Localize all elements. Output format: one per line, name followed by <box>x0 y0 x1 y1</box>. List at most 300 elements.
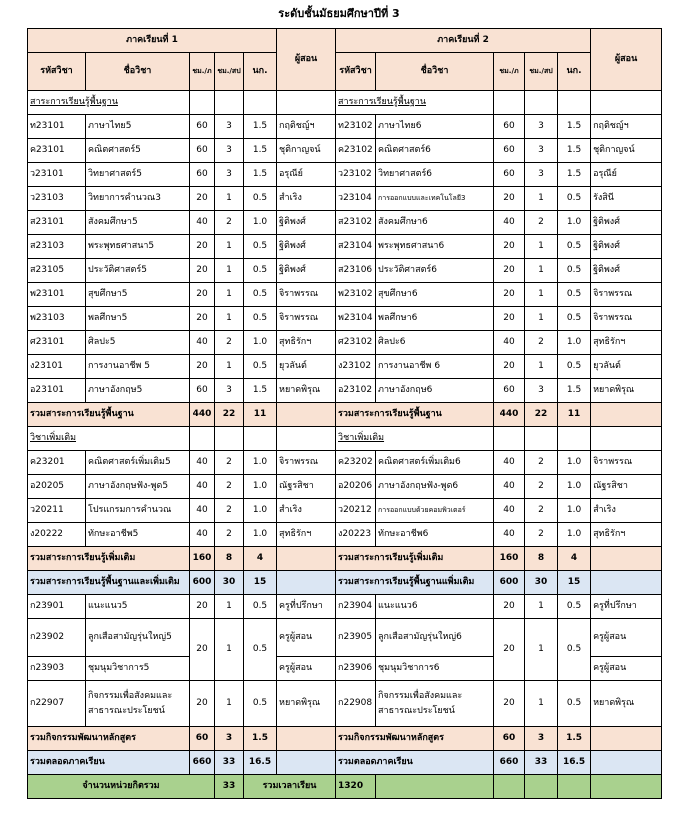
hours-sem: 20 <box>190 355 215 379</box>
hours-sem: 20 <box>494 681 525 727</box>
subject-code: ว20212 <box>336 499 376 523</box>
name-header: ชื่อวิชา <box>86 53 190 91</box>
table-row <box>28 499 662 523</box>
hours-sem: 20 <box>190 595 215 619</box>
subject-name: ภาษาอังกฤษฟัง-พูด5 <box>86 475 190 499</box>
teacher: ชุติกาญจน์ <box>277 139 336 163</box>
subject-name: ศิลปะ6 <box>376 331 494 355</box>
hours-week: 1 <box>525 619 558 681</box>
hours-week: 1 <box>525 187 558 211</box>
teacher: ชุติกาญจน์ <box>591 139 662 163</box>
total-hours-week: 3 <box>215 727 244 751</box>
credit: 1.0 <box>558 451 591 475</box>
teacher-header: ผู้สอน <box>277 29 336 91</box>
hours-week: 1 <box>525 595 558 619</box>
total-hours-week: 8 <box>215 547 244 571</box>
hours-week: 2 <box>215 499 244 523</box>
hours-week: 3 <box>525 379 558 403</box>
basic-total-row <box>28 403 662 427</box>
subject-name: ทักษะอาชีพ6 <box>376 523 494 547</box>
subject-name: คณิตศาสตร์5 <box>86 139 190 163</box>
hours-value: 1320 <box>336 775 376 799</box>
total-credit: 15 <box>558 571 591 595</box>
total-credit: 1.5 <box>558 727 591 751</box>
summary-row <box>28 775 662 799</box>
total-credit: 11 <box>558 403 591 427</box>
grand-total-row <box>28 751 662 775</box>
subject-name: ภาษาอังกฤษ6 <box>376 379 494 403</box>
total-hours: 60 <box>190 727 215 751</box>
total-hours: 160 <box>190 547 215 571</box>
code-header: รหัสวิชา <box>28 53 86 91</box>
teacher: ณัฐรสิชา <box>591 475 662 499</box>
hours-sem: 60 <box>190 379 215 403</box>
hours-sem: 20 <box>494 355 525 379</box>
teacher: ฐิติพงศ์ <box>591 235 662 259</box>
hours-sem: 40 <box>494 523 525 547</box>
teacher: ฐิติพงศ์ <box>591 211 662 235</box>
credit-header: นก. <box>244 53 277 91</box>
total-hours-week: 33 <box>525 751 558 775</box>
hours-sem: 20 <box>190 187 215 211</box>
hours-sem: 40 <box>190 451 215 475</box>
subject-code: ท23101 <box>28 115 86 139</box>
subject-code: พ23102 <box>336 283 376 307</box>
credits-label: จำนวนหน่วยกิตรวม <box>28 775 215 799</box>
credit: 0.5 <box>558 595 591 619</box>
credit: 0.5 <box>558 187 591 211</box>
subject-name-line: กิจกรรมเพื่อสังคมและ <box>88 690 173 701</box>
total-hours-week: 30 <box>525 571 558 595</box>
subject-code: ง23101 <box>28 355 86 379</box>
hours-sem: 20 <box>190 259 215 283</box>
total-credit: 1.5 <box>244 727 277 751</box>
subject-code: ศ23101 <box>28 331 86 355</box>
hours-sem: 60 <box>190 115 215 139</box>
credit: 0.5 <box>244 187 277 211</box>
empty-cell <box>277 403 336 427</box>
hours-week: 2 <box>215 475 244 499</box>
credit: 0.5 <box>558 681 591 727</box>
page-title: ระดับชั้นมัธยมศึกษาปีที่ 3 <box>278 7 400 20</box>
hours-week: 1 <box>525 235 558 259</box>
hours-sem: 20 <box>190 681 215 727</box>
hours-week: 1 <box>215 187 244 211</box>
table-row <box>28 115 662 139</box>
subject-name: พระพุทธศาสนา5 <box>86 235 190 259</box>
empty-cell <box>244 427 277 451</box>
subject-name: การงานอาชีพ 6 <box>376 355 494 379</box>
hours-week: 3 <box>525 163 558 187</box>
subject-code: ก22907 <box>28 681 86 727</box>
subject-name: คณิตศาสตร์เพิ่มเติม5 <box>86 451 190 475</box>
teacher: ครูผู้สอน <box>277 619 336 657</box>
empty-cell <box>277 751 336 775</box>
hours-week: 3 <box>215 163 244 187</box>
hours-sem: 40 <box>494 475 525 499</box>
subject-code: ง23102 <box>336 355 376 379</box>
subject-code: ค23202 <box>336 451 376 475</box>
hours-week: 1 <box>525 259 558 283</box>
empty-cell <box>591 775 662 799</box>
hours-sem: 20 <box>494 235 525 259</box>
teacher: ฐิติพงศ์ <box>277 235 336 259</box>
credit: 1.5 <box>244 379 277 403</box>
hours-week: 2 <box>215 331 244 355</box>
subject-name <box>376 681 494 727</box>
hours-week: 1 <box>215 355 244 379</box>
hours-sem: 20 <box>190 619 215 681</box>
total-hours-week: 22 <box>525 403 558 427</box>
credit: 0.5 <box>244 235 277 259</box>
total-label: รวมกิจกรรมพัฒนาหลักสูตร <box>28 727 190 751</box>
credit-header: นก. <box>558 53 591 91</box>
subject-name-line: สาธารณะประโยชน์ <box>378 705 455 716</box>
teacher: หยาดพิรุณ <box>277 379 336 403</box>
table-row <box>28 331 662 355</box>
subject-name: ทักษะอาชีพ5 <box>86 523 190 547</box>
total-credit: 11 <box>244 403 277 427</box>
subject-name: ประวัติศาสตร์6 <box>376 259 494 283</box>
hours-sem: 60 <box>494 163 525 187</box>
credit: 0.5 <box>244 259 277 283</box>
hours-week: 3 <box>215 115 244 139</box>
subject-name: สังคมศึกษา5 <box>86 211 190 235</box>
total-hours-week: 33 <box>215 751 244 775</box>
credit: 1.0 <box>244 523 277 547</box>
credit: 1.5 <box>244 115 277 139</box>
credit: 1.5 <box>558 379 591 403</box>
subject-name-line: สาธารณะประโยชน์ <box>88 705 165 716</box>
subject-code: ค23101 <box>28 139 86 163</box>
subject-name: พลศึกษา6 <box>376 307 494 331</box>
credit: 1.0 <box>558 475 591 499</box>
teacher: สำเริง <box>277 499 336 523</box>
teacher: สำเริง <box>277 187 336 211</box>
table-row <box>28 235 662 259</box>
subject-name: ลูกเสือสามัญรุ่นใหญ่5 <box>86 619 190 657</box>
table-row <box>28 283 662 307</box>
total-hours: 160 <box>494 547 525 571</box>
table-row <box>28 139 662 163</box>
subject-code: ส23103 <box>28 235 86 259</box>
subject-name: แนะแนว5 <box>86 595 190 619</box>
hours-sem: 20 <box>494 259 525 283</box>
teacher: สุทธิรักฯ <box>591 523 662 547</box>
teacher-header: ผู้สอน <box>591 29 662 91</box>
name-header: ชื่อวิชา <box>376 53 494 91</box>
total-label: รวมสาระการเรียนรู้พื้นฐาน <box>28 403 190 427</box>
teacher: สุทธิรักฯ <box>277 523 336 547</box>
total-label: รวมตลอดภาคเรียน <box>336 751 494 775</box>
activity-total-row <box>28 727 662 751</box>
credit: 1.5 <box>558 139 591 163</box>
teacher: อรุณีย์ <box>277 163 336 187</box>
empty-cell <box>215 427 244 451</box>
subject-code: ค23102 <box>336 139 376 163</box>
hours-week: 1 <box>525 283 558 307</box>
hours-week: 3 <box>525 115 558 139</box>
hours-sem: 40 <box>190 331 215 355</box>
total-credit: 15 <box>244 571 277 595</box>
credit: 0.5 <box>558 355 591 379</box>
total-hours: 600 <box>190 571 215 595</box>
total-label: รวมตลอดภาคเรียน <box>28 751 190 775</box>
subject-name: ศิลปะ5 <box>86 331 190 355</box>
teacher: หยาดพิรุณ <box>591 379 662 403</box>
subject-code: ส23101 <box>28 211 86 235</box>
subject-code: ว23101 <box>28 163 86 187</box>
subject-name: วิทยาศาสตร์6 <box>376 163 494 187</box>
hours-week: 3 <box>525 139 558 163</box>
empty-cell <box>494 775 525 799</box>
hours-week: 1 <box>215 619 244 681</box>
hours-week: 2 <box>215 451 244 475</box>
hours-sem: 20 <box>190 235 215 259</box>
hours-week: 2 <box>525 331 558 355</box>
subject-code: อ23102 <box>336 379 376 403</box>
section-label: วิชาเพิ่มเติม <box>28 427 190 451</box>
empty-cell <box>591 751 662 775</box>
subject-code: พ23104 <box>336 307 376 331</box>
table-row <box>28 451 662 475</box>
hours-week: 2 <box>525 475 558 499</box>
hours-week: 1 <box>215 259 244 283</box>
hours-sem-header: ชม./ภ <box>190 53 215 91</box>
hours-week: 1 <box>525 355 558 379</box>
subject-code: ก23904 <box>336 595 376 619</box>
total-hours: 60 <box>494 727 525 751</box>
section-label: สาระการเรียนรู้พื้นฐาน <box>28 91 190 115</box>
credit: 0.5 <box>244 681 277 727</box>
subject-name-line: กิจกรรมเพื่อสังคมและ <box>378 690 463 701</box>
hours-sem: 40 <box>494 331 525 355</box>
table-row <box>28 211 662 235</box>
subject-code: ว23104 <box>336 187 376 211</box>
total-hours: 440 <box>494 403 525 427</box>
subject-name: การงานอาชีพ 5 <box>86 355 190 379</box>
subject-code: ก22908 <box>336 681 376 727</box>
teacher: ณัฐรสิชา <box>277 475 336 499</box>
hours-week: 2 <box>215 211 244 235</box>
empty-cell <box>277 571 336 595</box>
teacher: กฤติชญ์ฯ <box>591 115 662 139</box>
subject-code: ท23102 <box>336 115 376 139</box>
hours-sem: 20 <box>494 595 525 619</box>
total-label: รวมสาระการเรียนรู้พื้นฐานแพิ่มเติม <box>336 571 494 595</box>
teacher: จิราพรรณ <box>277 307 336 331</box>
section-label: วิชาเพิ่มเติม <box>336 427 494 451</box>
empty-cell <box>376 775 494 799</box>
subject-code: อ20206 <box>336 475 376 499</box>
teacher: รังสินี <box>591 187 662 211</box>
hours-week: 2 <box>525 451 558 475</box>
subject-name <box>86 681 190 727</box>
empty-cell <box>558 775 591 799</box>
table-row <box>28 187 662 211</box>
hours-sem: 20 <box>494 307 525 331</box>
credit: 0.5 <box>558 619 591 681</box>
empty-cell <box>525 427 558 451</box>
total-label: รวมกิจกรรมพัฒนาหลักสูตร <box>336 727 494 751</box>
subject-name: คณิตศาสตร์6 <box>376 139 494 163</box>
subject-name: พระพุทธศาสนา6 <box>376 235 494 259</box>
subject-name: พลศึกษา5 <box>86 307 190 331</box>
hours-week: 2 <box>525 523 558 547</box>
hours-sem: 40 <box>190 523 215 547</box>
credits-value: 33 <box>215 775 244 799</box>
credit: 1.0 <box>558 523 591 547</box>
total-hours-week: 8 <box>525 547 558 571</box>
hours-sem: 20 <box>494 619 525 681</box>
teacher: จิราพรรณ <box>591 307 662 331</box>
credit: 0.5 <box>558 283 591 307</box>
subject-name: ภาษาไทย5 <box>86 115 190 139</box>
extra-total-row <box>28 547 662 571</box>
subject-name: การออกแบบด้วยคอมพิวเตอร์ <box>376 499 494 523</box>
hours-sem: 20 <box>494 283 525 307</box>
empty-cell <box>277 427 336 451</box>
subject-code: อ20205 <box>28 475 86 499</box>
subject-code: ง20223 <box>336 523 376 547</box>
subject-code: พ23103 <box>28 307 86 331</box>
total-hours: 660 <box>190 751 215 775</box>
subject-code: ส23104 <box>336 235 376 259</box>
subject-name: สังคมศึกษา6 <box>376 211 494 235</box>
table-row <box>28 259 662 283</box>
subject-name: ภาษาอังกฤษ5 <box>86 379 190 403</box>
hours-sem: 40 <box>494 211 525 235</box>
total-credit: 4 <box>244 547 277 571</box>
empty-cell <box>277 547 336 571</box>
total-credit: 16.5 <box>558 751 591 775</box>
teacher: ฐิติพงศ์ <box>277 259 336 283</box>
teacher: ครูผู้สอน <box>591 619 662 657</box>
credit: 0.5 <box>244 595 277 619</box>
subject-name: คณิตศาสตร์เพิ่มเติม6 <box>376 451 494 475</box>
teacher: ยุวลันต์ <box>277 355 336 379</box>
hours-week: 1 <box>525 307 558 331</box>
subject-code: ก23902 <box>28 619 86 657</box>
subject-code: ส23106 <box>336 259 376 283</box>
subject-code: ง20222 <box>28 523 86 547</box>
teacher: ยุวลันต์ <box>591 355 662 379</box>
hours-week-header: ชม./สป <box>525 53 558 91</box>
credit: 0.5 <box>558 235 591 259</box>
credit: 1.0 <box>558 211 591 235</box>
subject-name: ภาษาอังกฤษฟัง-พูด6 <box>376 475 494 499</box>
teacher: อรุณีย์ <box>591 163 662 187</box>
credit: 1.5 <box>558 163 591 187</box>
subject-name: วิทยาศาสตร์5 <box>86 163 190 187</box>
subject-code: พ23101 <box>28 283 86 307</box>
subject-code: ส23105 <box>28 259 86 283</box>
table-row <box>28 355 662 379</box>
total-hours-week: 3 <box>525 727 558 751</box>
credit: 0.5 <box>244 307 277 331</box>
credit: 1.5 <box>244 139 277 163</box>
hours-week: 2 <box>215 523 244 547</box>
subject-name: สุขศึกษา5 <box>86 283 190 307</box>
subject-name: แนะแนว6 <box>376 595 494 619</box>
hours-sem: 40 <box>494 451 525 475</box>
credit: 0.5 <box>244 619 277 681</box>
subject-code: ว23103 <box>28 187 86 211</box>
hours-week: 1 <box>215 307 244 331</box>
empty-cell <box>591 403 662 427</box>
subject-name: โปรแกรมการคำนวณ <box>86 499 190 523</box>
teacher: สุทธิรักฯ <box>277 331 336 355</box>
hours-week: 2 <box>525 499 558 523</box>
total-hours: 660 <box>494 751 525 775</box>
table-row <box>28 163 662 187</box>
empty-cell <box>277 727 336 751</box>
teacher: หยาดพิรุณ <box>591 681 662 727</box>
hours-week: 1 <box>215 681 244 727</box>
combined-total-row <box>28 571 662 595</box>
total-hours: 600 <box>494 571 525 595</box>
teacher: ครูที่ปรึกษา <box>277 595 336 619</box>
credit: 1.0 <box>558 331 591 355</box>
empty-cell <box>494 427 525 451</box>
hours-sem-header: ชม./ภ <box>494 53 525 91</box>
total-credit: 4 <box>558 547 591 571</box>
hours-sem: 20 <box>190 283 215 307</box>
total-hours-week: 22 <box>215 403 244 427</box>
teacher: ฐิติพงศ์ <box>591 259 662 283</box>
credit: 1.5 <box>558 115 591 139</box>
total-label: รวมสาระการเรียนรู้พื้นฐาน <box>336 403 494 427</box>
code-header: รหัสวิชา <box>336 53 376 91</box>
total-label: รวมสาระการเรียนรู้เพิ่มเติม <box>28 547 190 571</box>
subject-code: ก23901 <box>28 595 86 619</box>
hours-week: 2 <box>525 211 558 235</box>
empty-cell <box>525 775 558 799</box>
subject-code: ก23903 <box>28 657 86 681</box>
hours-week: 1 <box>525 681 558 727</box>
empty-cell <box>591 547 662 571</box>
hours-week: 1 <box>215 235 244 259</box>
subject-code: ก23906 <box>336 657 376 681</box>
credit: 1.0 <box>244 211 277 235</box>
credit: 0.5 <box>558 307 591 331</box>
hours-week: 1 <box>215 595 244 619</box>
subject-code: ว20211 <box>28 499 86 523</box>
hours-sem: 60 <box>494 139 525 163</box>
subject-name: ลูกเสือสามัญรุ่นใหญ่6 <box>376 619 494 657</box>
total-hours-week: 30 <box>215 571 244 595</box>
teacher: ครูผู้สอน <box>591 657 662 681</box>
curriculum-table <box>27 28 662 799</box>
teacher: สุทธิรักฯ <box>591 331 662 355</box>
hours-sem: 60 <box>494 379 525 403</box>
subject-code: ก23905 <box>336 619 376 657</box>
hours-sem: 60 <box>190 163 215 187</box>
empty-cell <box>558 427 591 451</box>
teacher: กฤติชญ์ฯ <box>277 115 336 139</box>
table-row <box>28 475 662 499</box>
empty-cell <box>591 427 662 451</box>
hours-week: 3 <box>215 139 244 163</box>
hours-sem: 40 <box>190 211 215 235</box>
hours-sem: 20 <box>494 187 525 211</box>
table-row <box>28 307 662 331</box>
teacher: ครูผู้สอน <box>277 657 336 681</box>
subject-name: ชุมนุมวิชาการ6 <box>376 657 494 681</box>
teacher: ฐิติพงศ์ <box>277 211 336 235</box>
section-label: สาระการเรียนรู้พื้นฐาน <box>336 91 494 115</box>
teacher: จิราพรรณ <box>591 283 662 307</box>
